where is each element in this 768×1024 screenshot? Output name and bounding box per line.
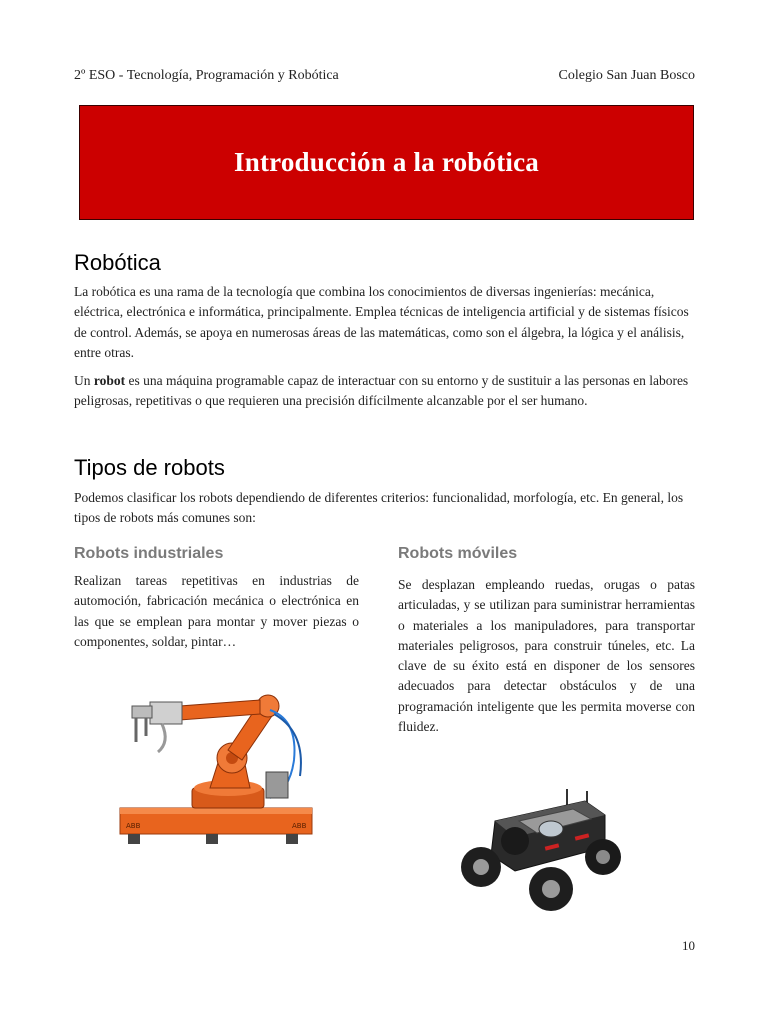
text-run: Un [74,373,94,388]
section-heading-tipos: Tipos de robots [74,455,225,480]
paragraph-robotica: La robótica es una rama de la tecnología que combina los conocimientos de diversas ingenierías: mecánica, eléctrica, electrónica e informática, principalmente. Emplea técnicas de inteligencia artificial y de sistemas físicos de control. Además, se apoya en numerosas áreas de las matemáticas, como son el álgebra, la lógica y el análisis, entre otras. [74,284,689,360]
header-school: Colegio San Juan Bosco [558,68,695,83]
page-title: Introducción a la robótica [234,147,539,177]
paragraph-mobile: Se desplazan empleando ruedas, orugas o patas articuladas, y se utilizan para suministrar herramientas o materiales a los manipuladores, para transportar materiales peligrosos, para construir túneles, etc. La clave de su éxito está en disponer de los sensores adecuados para detectar obstáculos y de una programación inteligente que les permita moverse con fluidez. [398,577,695,735]
subheading-industrial: Robots industriales [74,545,224,562]
bold-term-robot: robot [93,373,126,388]
paragraph-industrial: Realizan tareas repetitivas en industrias de automoción, fabricación mecánica o electrónica en las que se emplean para montar y mover piezas o componentes, soldar, pintar… [74,573,359,649]
industrial-robot-image [110,680,320,850]
paragraph-robot-definition [74,371,696,412]
paragraph-tipos-intro: Podemos clasificar los robots dependiendo de diferentes criterios: funcionalidad, morfología, etc. En general, los tipos de robots más comunes son: [74,490,684,526]
brand-label-right: ABB [292,822,307,830]
subheading-mobile: Robots móviles [398,545,518,562]
page-header [74,68,695,84]
brand-label-left: ABB [126,822,141,830]
text-run: es una máquina programable capaz de interactuar con su entorno y de sustituir a las personas en labores peligrosas, repetitivas o que requieren una precisión difícilmente alcanzable por el ser humano. [74,373,689,409]
page-number: 10 [682,938,695,953]
header-course: 2º ESO - Tecnología, Programación y Robótica [74,68,339,83]
title-banner [79,105,694,220]
section-heading-robotica: Robótica [74,250,161,275]
mobile-robot-image [455,785,625,915]
